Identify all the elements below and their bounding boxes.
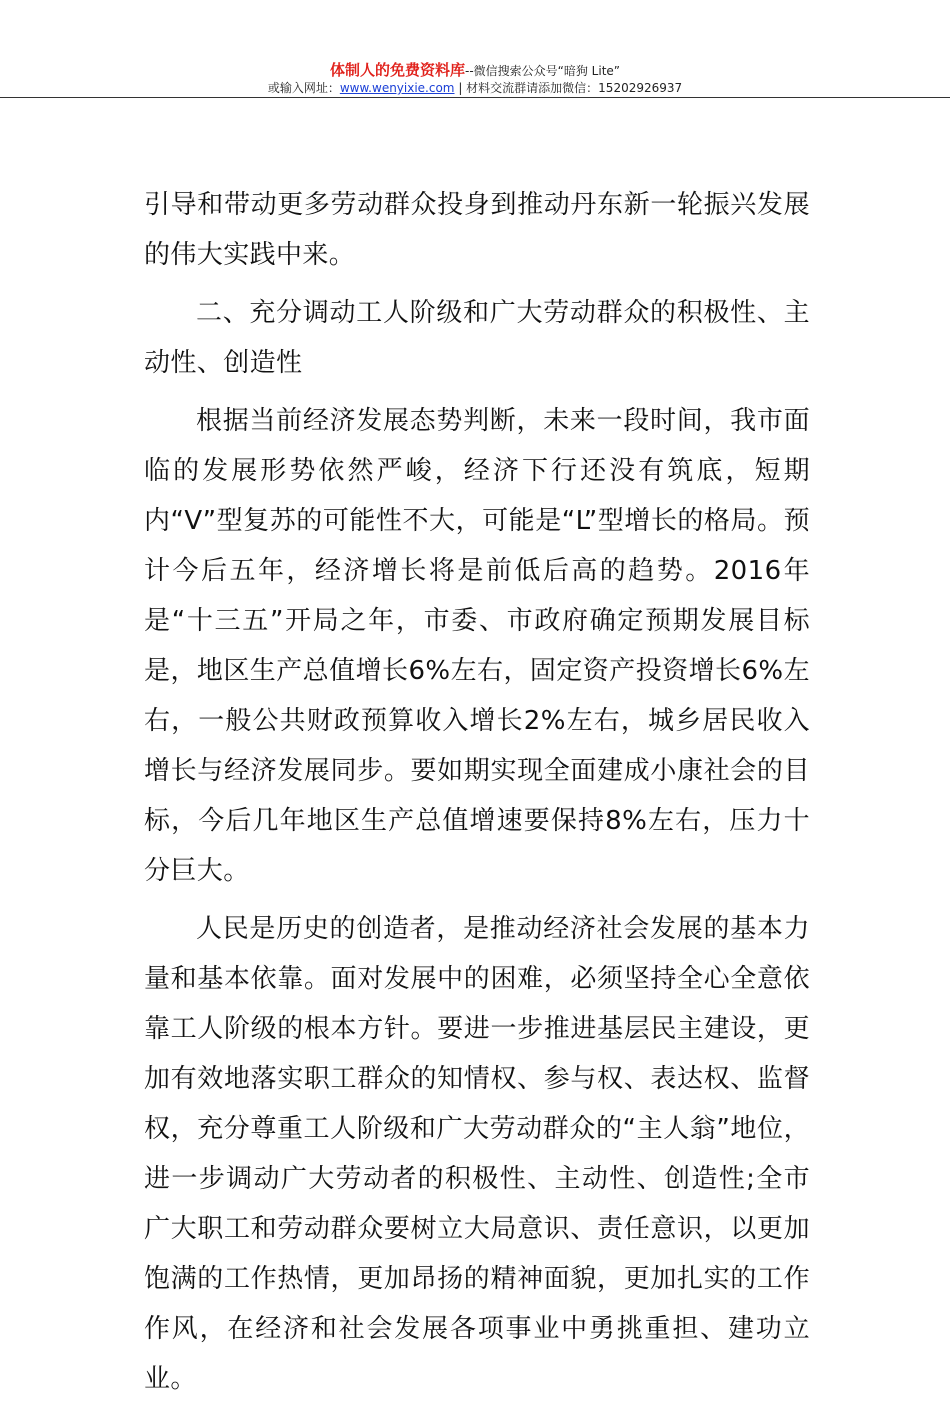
header-slogan: --微信搜索公众号“暗狗 Lite” bbox=[464, 64, 621, 78]
website-link[interactable]: www.wenyixie.com bbox=[339, 81, 455, 95]
header-banner bbox=[0, 61, 950, 80]
wechat-contact-text: | 材料交流群请添加微信：15202926937 bbox=[454, 81, 683, 95]
header-contact-line bbox=[0, 80, 950, 96]
brand-title: 体制人的免费资料库 bbox=[329, 61, 465, 79]
body-paragraph-economy: 根据当前经济发展态势判断，未来一段时间，我市面临的发展形势依然严峻，经济下行还没有筑底，短期内“V”型复苏的可能性不大，可能是“L”型增长的格局。预计今后五年，经济增长将是前低后高的趋势。2016年是“十三五”开局之年，市委、市政府确定预期发展目标是，地区生产总值增长6%左右，固定资产投资增长6%左右，一般公共财政预算收入增长2%左右，城乡居民收入增长与经济发展同步。要如期实现全面建成小康社会的目标，今后几年地区生产总值增速要保持8%左右，压力十分巨大。 bbox=[144, 406, 810, 886]
document-body bbox=[144, 180, 810, 1412]
page-header bbox=[0, 0, 950, 98]
body-paragraph-continuation: 引导和带动更多劳动群众投身到推动丹东新一轮振兴发展的伟大实践中来。 bbox=[144, 190, 810, 270]
section-heading: 二、充分调动工人阶级和广大劳动群众的积极性、主动性、创造性 bbox=[144, 298, 810, 378]
header-divider bbox=[0, 97, 950, 98]
body-paragraph-people: 人民是历史的创造者，是推动经济社会发展的基本力量和基本依靠。面对发展中的困难，必须坚持全心全意依靠工人阶级的根本方针。要进一步推进基层民主建设，更加有效地落实职工群众的知情权、参与权、表达权、监督权，充分尊重工人阶级和广大劳动群众的“主人翁”地位，进一步调动广大劳动者的积极性、主动性、创造性;全市广大职工和劳动群众要树立大局意识、责任意识，以更加饱满的工作热情，更加昂扬的精神面貌，更加扎实的工作作风，在经济和社会发展各项事业中勇挑重担、建功立业。 bbox=[144, 914, 810, 1394]
url-prefix-label: 或输入网址： bbox=[267, 81, 340, 95]
